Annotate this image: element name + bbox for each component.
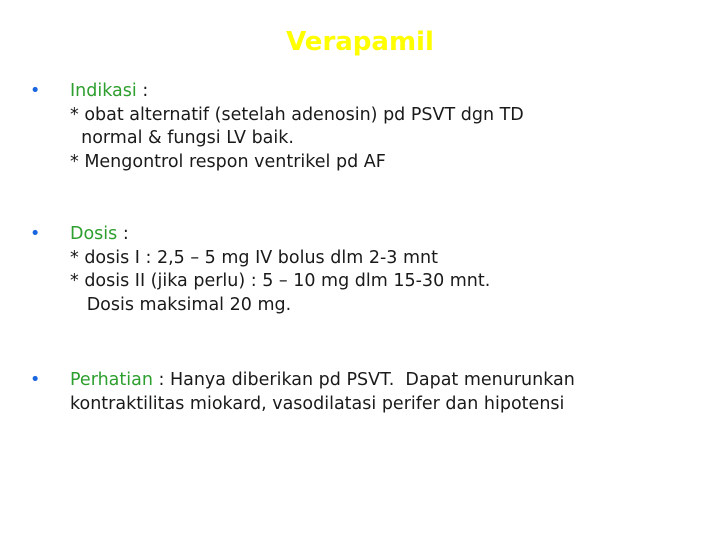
bullet-content <box>70 223 700 317</box>
bullet-heading <box>70 369 700 393</box>
bullet-heading <box>70 223 700 247</box>
bullet-line: * dosis II (jika perlu) : 5 – 10 mg dlm 15-30 mnt. <box>70 271 491 291</box>
bullet-dot: • <box>30 224 41 244</box>
bullet-heading-rest: : Hanya diberikan pd PSVT. Dapat menurunkan <box>152 370 575 390</box>
bullet-heading <box>70 80 700 104</box>
bullet-dot: • <box>30 370 41 390</box>
bullet-line: * dosis I : 2,5 – 5 mg IV bolus dlm 2-3 mnt <box>70 247 438 268</box>
bullet-line: kontraktilitas miokard, vasodilatasi perifer dan hipotensi <box>70 393 565 414</box>
bullet-content <box>70 80 700 174</box>
slide-title: Verapamil <box>286 27 434 57</box>
bullet-keyword: Perhatian <box>70 370 153 390</box>
bullet-heading-rest: : <box>117 224 129 244</box>
bullet-keyword: Indikasi <box>70 81 137 101</box>
bullet-dot: • <box>30 81 41 101</box>
bullet-content <box>70 369 700 416</box>
bullet-line: normal & fungsi LV baik. <box>70 128 294 148</box>
bullet-line: Dosis maksimal 20 mg. <box>70 294 292 315</box>
bullet-line: * Mengontrol respon ventrikel pd AF <box>70 151 386 172</box>
bullet-line: * obat alternatif (setelah adenosin) pd PSVT dgn TD <box>70 104 524 125</box>
bullet-keyword: Dosis <box>70 224 118 244</box>
bullet-heading-rest: : <box>136 81 149 101</box>
